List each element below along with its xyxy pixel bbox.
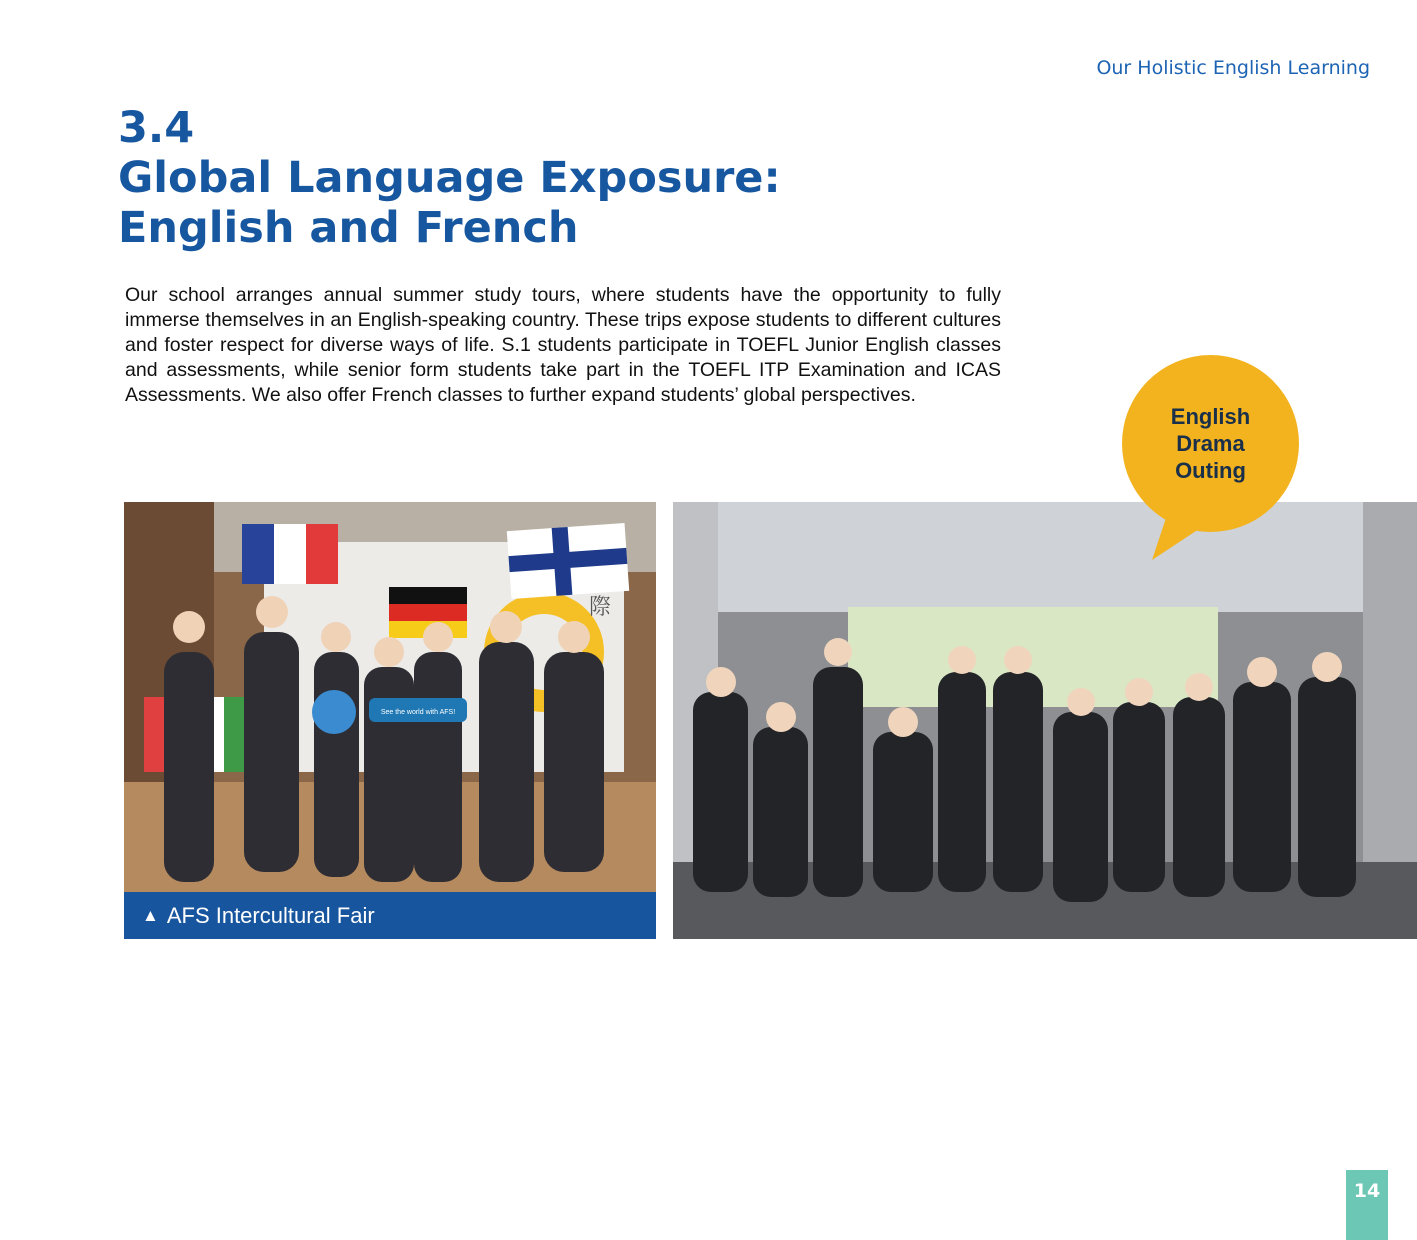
page-number: 14 [1353,1180,1381,1202]
afs-caption-text: AFS Intercultural Fair [166,902,375,928]
drama-outing-photo [673,502,1417,939]
afs-photo-illustration [124,502,656,892]
bubble-line-1: English [1170,404,1251,429]
section-number: 3.4 [118,103,195,153]
afs-caption-bar [124,892,656,939]
globe-sign [312,690,356,734]
afs-fair-photo [124,502,656,892]
finland-flag [507,523,629,599]
bubble-label [1122,403,1299,484]
drama-photo-illustration [673,502,1417,939]
page-number-tab [1346,1170,1388,1240]
bubble-line-3: Outing [1175,458,1246,483]
afs-sign-text: See the world with AFS! [380,709,456,716]
france-flag [242,524,338,584]
triangle-up-icon: ▲ [142,905,159,925]
section-heading [118,103,781,253]
running-header: Our Holistic English Learning [1096,57,1370,79]
heading-line-1: Global Language Exposure: [118,153,781,203]
drama-speech-bubble [1122,355,1299,532]
intro-paragraph: Our school arranges annual summer study tours, where students have the opportunity to fully immerse themselves in an English-speaking country. These trips expose students to different cultures and foster respect for diverse ways of life. S.1 students participate in TOEFL Junior English classes and assessments, while senior form students take part in the TOEFL ITP Examination and ICAS Assessments. We also offer French classes to further expand students’ global perspectives. [125,284,1001,406]
heading-line-2: English and French [118,203,579,253]
bubble-line-2: Drama [1176,431,1245,456]
banner-character: 際 [589,595,612,620]
